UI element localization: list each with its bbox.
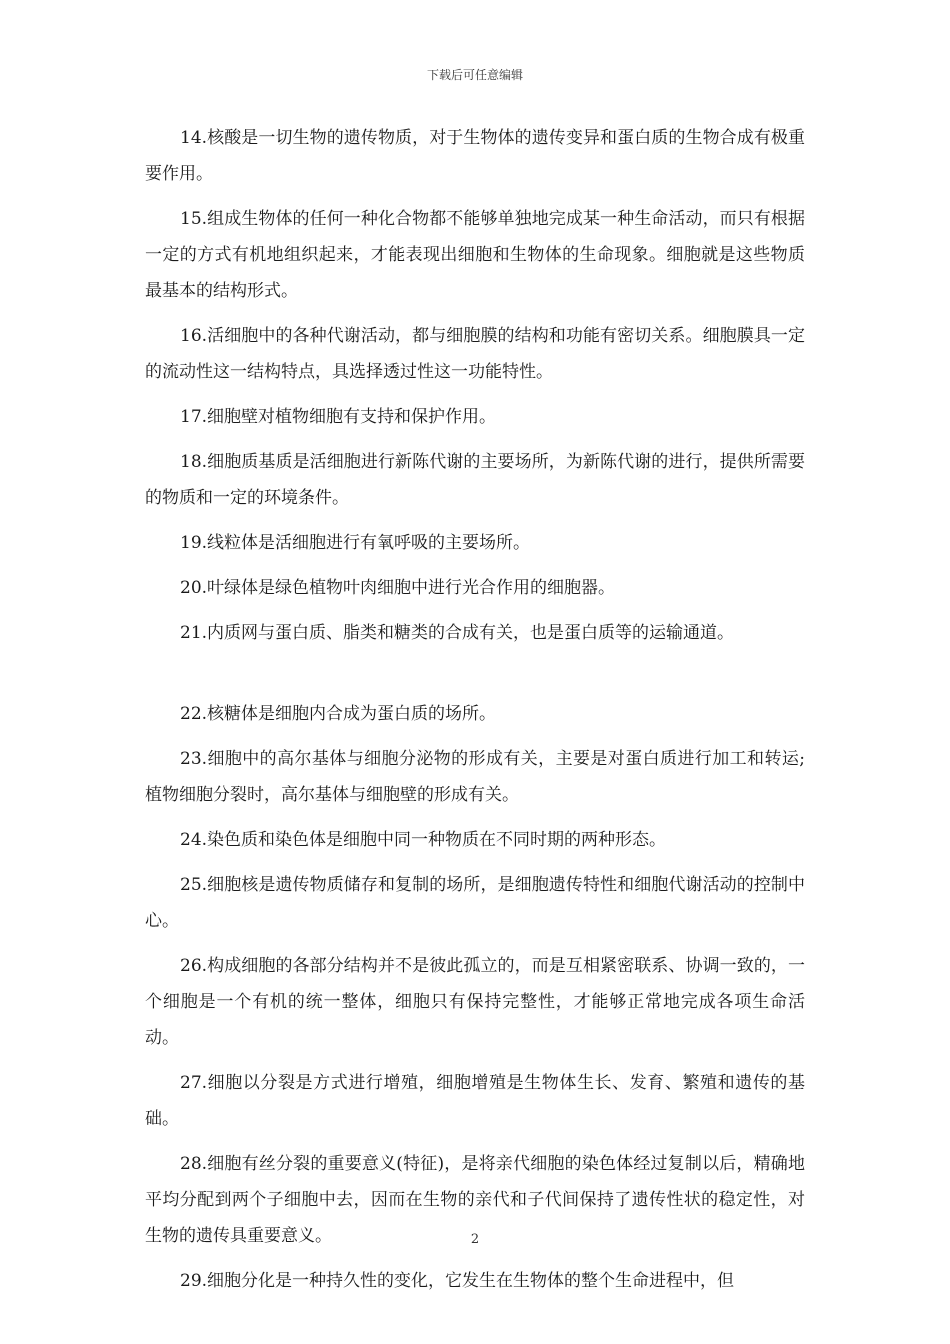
paragraph-22: 22.核糖体是细胞内合成为蛋白质的场所。 xyxy=(180,704,497,724)
paragraph-29: 29.细胞分化是一种持久性的变化，它发生在生物体的整个生命进程中，但 xyxy=(180,1271,735,1291)
paragraph-16: 16.活细胞中的各种代谢活动，都与细胞膜的结构和功能有密切关系。细胞膜具一定的流动性这一结构特点，具选择透过性这一功能特性。 xyxy=(145,326,805,382)
page-number: 2 xyxy=(470,1232,480,1247)
document-body xyxy=(145,120,805,1308)
paragraph-20: 20.叶绿体是绿色植物叶肉细胞中进行光合作用的细胞器。 xyxy=(180,578,616,598)
paragraph-23: 23.细胞中的高尔基体与细胞分泌物的形成有关，主要是对蛋白质进行加工和转运;植物细胞分裂时，高尔基体与细胞壁的形成有关。 xyxy=(145,749,805,805)
paragraph-24: 24.染色质和染色体是细胞中同一种物质在不同时期的两种形态。 xyxy=(180,830,667,850)
paragraph-17: 17.细胞壁对植物细胞有支持和保护作用。 xyxy=(180,407,497,427)
paragraph-19: 19.线粒体是活细胞进行有氧呼吸的主要场所。 xyxy=(180,533,531,553)
paragraph-26: 26.构成细胞的各部分结构并不是彼此孤立的，而是互相紧密联系、协调一致的，一个细胞是一个有机的统一整体，细胞只有保持完整性，才能够正常地完成各项生命活动。 xyxy=(145,956,805,1048)
paragraph-25: 25.细胞核是遗传物质储存和复制的场所，是细胞遗传特性和细胞代谢活动的控制中心。 xyxy=(145,875,805,931)
paragraph-15: 15.组成生物体的任何一种化合物都不能够单独地完成某一种生命活动，而只有根据一定的方式有机地组织起来，才能表现出细胞和生物体的生命现象。细胞就是这些物质最基本的结构形式。 xyxy=(145,209,805,301)
paragraph-14: 14.核酸是一切生物的遗传物质，对于生物体的遗传变异和蛋白质的生物合成有极重要作用。 xyxy=(145,128,805,184)
page-header: 下载后可任意编辑 xyxy=(426,68,523,82)
paragraph-27: 27.细胞以分裂是方式进行增殖，细胞增殖是生物体生长、发育、繁殖和遗传的基础。 xyxy=(145,1073,805,1129)
paragraph-18: 18.细胞质基质是活细胞进行新陈代谢的主要场所，为新陈代谢的进行，提供所需要的物质和一定的环境条件。 xyxy=(145,452,805,508)
paragraph-21: 21.内质网与蛋白质、脂类和糖类的合成有关，也是蛋白质等的运输通道。 xyxy=(180,623,735,643)
paragraph-28: 28.细胞有丝分裂的重要意义(特征)，是将亲代细胞的染色体经过复制以后，精确地平均分配到两个子细胞中去，因而在生物的亲代和子代间保持了遗传性状的稳定性，对生物的遗传具重要意义。 xyxy=(145,1154,805,1246)
